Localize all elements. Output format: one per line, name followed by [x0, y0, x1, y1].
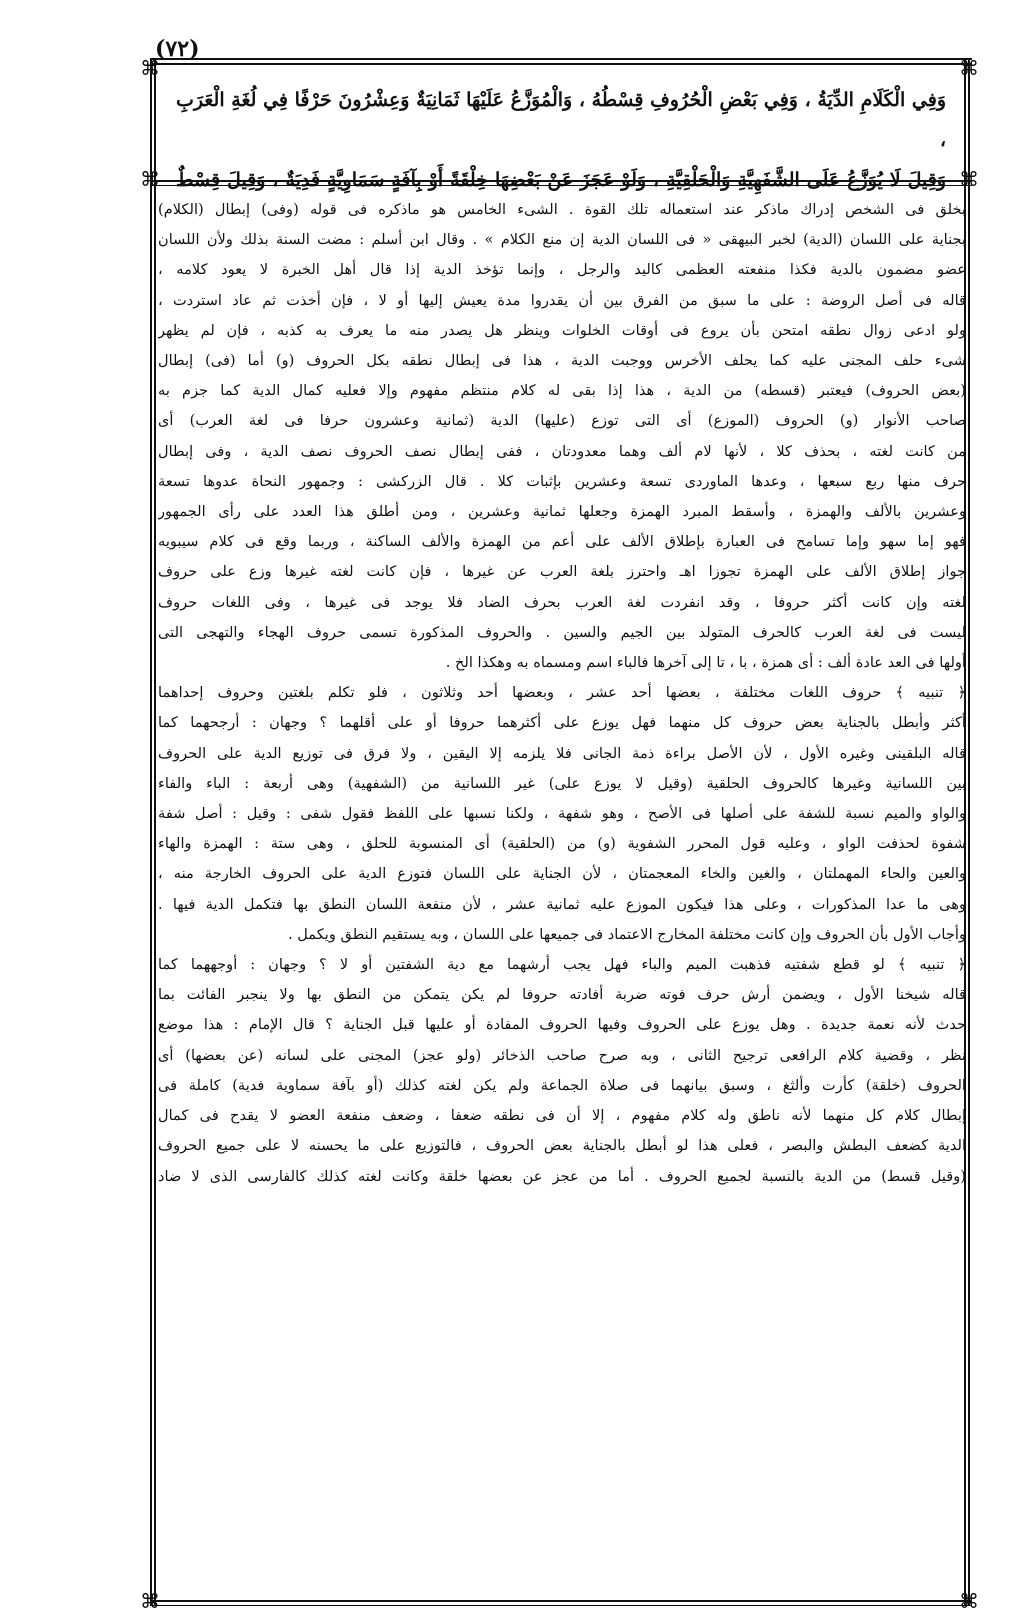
sharh-line: من كانت لغته ، بحذف كلا ، لأنها لام ألف وهما معدودتان ، ففى إبطال نصف الحروف نصف الدية ، وفى إبطال [158, 442, 966, 460]
sharh-line: قاله شيخنا الأول ، ويضمن أرش حرف فوته ضربة أفادته حروفا لم يكن يتمكن من النطق بها ولا ينجبر الفائت بما [158, 986, 966, 1004]
sharh-line: وأجاب الأول بأن الحروف وإن كانت مختلفة المخارج الاعتماد فى جميعها على اللسان ، وبه يستقيم النطق ويكمل . [287, 925, 966, 943]
sharh-line: شفوة لحذفت الواو ، وعليه قول المحرر الشفوية (و) من (الحلقية) أى المنسوبة للحلق ، وهى ستة : الهمزة والهاء [158, 835, 966, 853]
sharh-line: (بعض الحروف) فيعتبر (قسطه) من الدية ، هذا إذا بقى له كلام منتظم مفهوم وإلا فعليه كمال الدية كما جزم به [158, 382, 966, 400]
matn-line: وَفِي الْكَلَامِ الدِّيَةُ ، وَفِي بَعْضِ الْحُرُوفِ قِسْطُهُ ، وَالْمُوَزَّعُ عَلَيْهَا ثَمَانِيَةٌ وَعِشْرُونَ حَرْفًا فِي لُغَةِ الْعَرَبِ ، [176, 89, 946, 151]
sharh-line: وعشرين بالألف والهمزة ، وأسقط المبرد الهمزة وجعلها ثمانية وعشرين ، ومن أطلق هذا العدد على رأى الجمهور [158, 503, 966, 521]
corner-ornament-icon: ⌘ [140, 56, 160, 80]
corner-ornament-icon: ⌘ [140, 1589, 160, 1613]
sharh-line: أولها فى العد عادة ألف : أى همزة ، با ، تا إلى آخرها فالباء اسم ومسماه به وهكذا الخ . [445, 654, 966, 672]
sharh-line: فهو إما سهو وإما تسامح فى العبارة بإطلاق الألف على أعم من الهمزة والألف الساكنة ، وربما وقع فى كلام سيبويه [158, 533, 966, 551]
sharh-line: نظر ، وقضية كلام الرافعى ترجيح الثانى ، وبه صرح صاحب الذخائر (ولو عجز) المجنى على لسانه (عن بعضها) أى [158, 1046, 966, 1064]
sharh-line: (وقيل قسط) من الدية بالنسبة لجميع الحروف . أما من عجز عن بعضها خلقة وكانت لغته كذلك كالفارسى الذى لا ضاد [158, 1167, 966, 1185]
sharh-line: شىء حلف المجنى عليه كما يحلف الأخرس ووجبت الدية ، هذا فى إبطال نطقه بكل الحروف (و) أما (فى) إبطال [158, 352, 966, 370]
matn-text [176, 80, 946, 200]
frame-right-rule [968, 58, 970, 1605]
sharh-line: قاله فى أصل الروضة : على ما سبق من الفرق بين أن يقدروا مدة يعيش إليها أو لا ، فإن أخذت ثم عاد استردت ، [158, 291, 966, 309]
sharh-line: الحروف (خلقة) كأرت وألثغ ، وسبق بيانهما فى صلاة الجماعة ولم يكن لغته كذلك (أو بآفة سماوية فدية) كاملة فى [158, 1076, 966, 1094]
sharh-line: حرف منها ربع سبعها ، وعدها الماوردى تسعة وعشرين بإثبات كلا . قال الزركشى : وجمهور النحاة عدوها تسعة [158, 472, 966, 490]
frame-top-rule [150, 58, 972, 60]
corner-ornament-icon: ⌘ [959, 56, 979, 80]
frame-top-rule-inner [150, 63, 972, 65]
corner-ornament-icon: ⌘ [959, 167, 979, 191]
frame-bottom-rule [150, 1600, 972, 1602]
sharh-line: ولو ادعى زوال نطقه امتحن بأن يروع فى أوقات الخلوات وينظر هل يصدر منه ما يعرف به كذبه ، فإن لم يظهر [158, 321, 966, 339]
frame-left-rule [150, 58, 152, 1605]
sharh-line: حدث لأنه نعمة جديدة . وهل يوزع على الحروف وفيها الحروف المفادة أو عليها قبل الجناية ؟ قال الإمام : هذا موضع [158, 1016, 966, 1034]
sharh-line: صاحب الأنوار (و) الحروف (الموزع) أى التى توزع (عليها) الدية (ثمانية وعشرون حرفا فى لغة العرب) أى [158, 412, 966, 430]
sharh-line: أكثر وأبطل بالجناية بعض حروف كل منهما فهل يوزع على أكثرهما حروفا أو على أقلهما ؟ وجهان : أرجحهما كما [158, 714, 966, 732]
sharh-line: وهى ما عدا المذكورات ، وعلى هذا فيكون الموزع عليه ثمانية عشر ، لأن منفعة اللسان النطق بها فتكمل الدية فيها . [158, 895, 966, 913]
frame-left-rule-inner [154, 58, 156, 1605]
sharh-line: لغته وإن كانت أكثر حروفا ، وقد انفردت لغة العرب بحرف الضاد فلا يوجد فى غيرها ، وفى اللغات حروف [158, 593, 966, 611]
sharh-line: ﴿ تنبيه ﴾ لو قطع شفتيه فذهبت الميم والباء فهل يجب أرشهما مع دية الشفتين أو لا ؟ وجهان : أوجههما كما [158, 956, 966, 974]
sharh-line: جواز إطلاق الألف على الهمزة تجوزا اهـ واحترز بلغة العرب عن غيرها ، فإن كانت لغته غيرها وزع على حروف [158, 563, 966, 581]
page-number: (٧٢) [155, 36, 200, 62]
sharh-line: ليست فى لغة العرب كالحرف المتولد بين الجيم والسين . والحروف المذكورة تسمى حروف الهجاء والتهجى التى [158, 623, 966, 641]
sharh-line: الدية كضعف البطش والبصر ، فعلى هذا لو أبطل بالجناية بعض الحروف ، فالتوزيع على ما يحسنه لا على جميع الحروف [158, 1137, 966, 1155]
corner-ornament-icon: ⌘ [959, 1589, 979, 1613]
sharh-line: إبطال كلام كل منهما لأنه ناطق وله كلام مفهوم ، إلا أن فى نطقه ضعفا ، وضعف منفعة العضو لا يقدح فى كمال [158, 1107, 966, 1125]
corner-ornament-icon: ⌘ [140, 167, 160, 191]
sharh-text [158, 195, 966, 1585]
sharh-line: عضو مضمون بالدية فكذا منفعته العظمى كاليد والرجل ، وإنما تؤخذ الدية إذا قال أهل الخبرة لا يعود كلامه ، [158, 261, 966, 279]
sharh-line: والواو والميم نسبة للشفة على أصلها فى الأصح ، وهو شفهة ، ولكنا نسبها على اللفظ فقول شفى : وقيل : أصل شفة [158, 805, 966, 823]
sharh-line: والعين والحاء المهملتان ، والغين والخاء المعجمتان ، لأن الجناية على اللسان فتوزع الدية على الحروف الخارجة منه ، [158, 865, 966, 883]
sharh-line: بخلق فى الشخص إدراك ماذكر عند استعماله تلك القوة . الشىء الخامس هو ماذكره فى قوله (وفى) إبطال (الكلام) [158, 201, 966, 218]
sharh-line: ﴿ تنبيه ﴾ حروف اللغات مختلفة ، بعضها أحد عشر ، وبعضها أحد وثلاثون ، فلو تكلم بلغتين وحروف إحداهما [158, 684, 966, 702]
sharh-line: بين اللسانية وغيرها كالحروف الحلقية (وقيل لا يوزع على) غير اللسانية من (الشفهية) وهى أربعة : الباء والفاء [158, 774, 966, 792]
matn-line: وَقِيلَ لَا يُوَزَّعُ عَلَى الشَّفَهِيَّةِ وَالْحَلْقِيَّةِ ، وَلَوْ عَجَزَ عَنْ بَعْضِهَا خِلْقَةً أَوْ بِآفَةٍ سَمَاوِيَّةٍ فَدِيَةٌ ، وَقِيلَ قِسْطٌ [176, 169, 946, 191]
sharh-line: بجناية على اللسان (الدية) لخبر البيهقى « فى اللسان الدية إن منع الكلام » . وقال ابن أسلم : مضت السنة بذلك ولأن اللسان [158, 231, 966, 249]
sharh-line: قاله البلقينى وغيره الأول ، لأن الأصل براءة ذمة الجانى فلا يلزمه إلا اليقين ، ولا فرق فى توزيع الدية على الحروف [158, 744, 966, 762]
frame-bottom-rule-inner [150, 1605, 972, 1606]
